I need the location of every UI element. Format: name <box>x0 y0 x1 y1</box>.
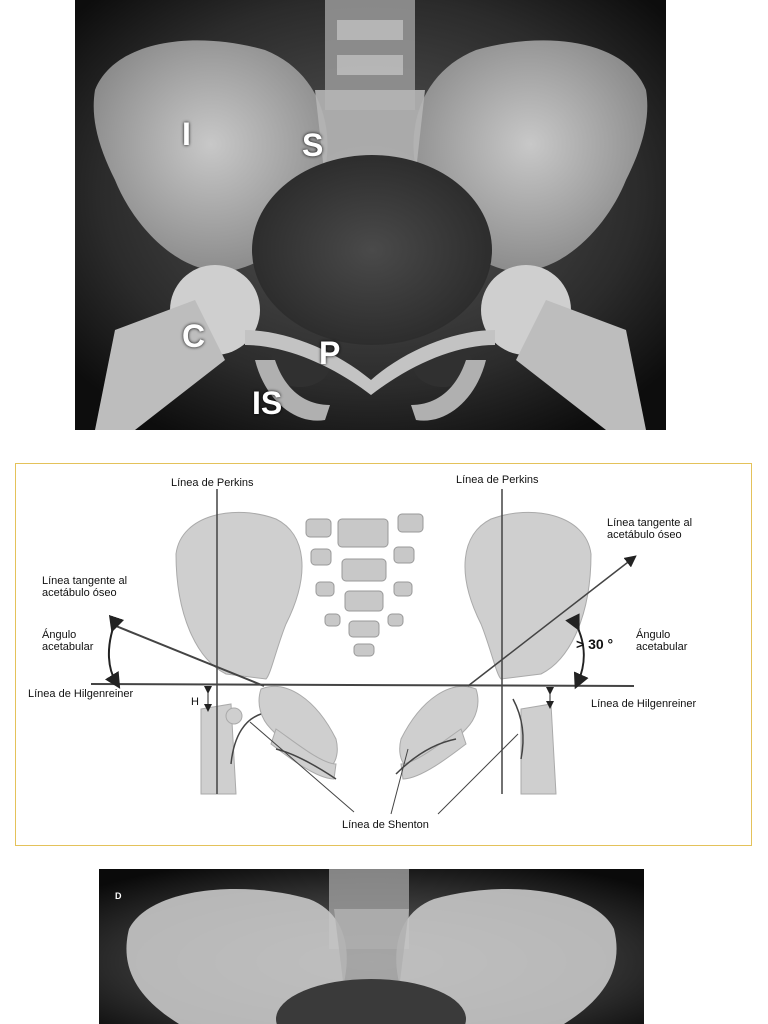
label-perkins-right: Línea de Perkins <box>456 474 539 486</box>
pelvis-xray-top <box>75 0 666 430</box>
right-ilium-shape <box>465 512 591 679</box>
label-tangent-right: Línea tangente al acetábulo óseo <box>607 517 693 541</box>
right-femur-shape <box>521 704 556 794</box>
shenton-pointer-2 <box>391 749 408 814</box>
pelvis-xray-image <box>75 0 666 430</box>
label-shenton: Línea de Shenton <box>342 819 429 831</box>
left-ilium-shape <box>176 512 302 679</box>
label-h: H <box>191 696 199 708</box>
pelvis-xray-bottom-image <box>99 869 644 1024</box>
label-ischium: IS <box>252 385 283 421</box>
label-tangent-left: Línea tangente al acetábulo óseo <box>42 575 128 599</box>
hilgenreiner-line <box>91 684 634 686</box>
sacrum-vertebrae <box>306 514 423 656</box>
angle-right-value: > 30 ° <box>576 636 614 652</box>
hip-dysplasia-diagram <box>15 463 752 846</box>
label-pubis: P <box>319 335 341 371</box>
label-angle-left: Ángulo acetabular <box>42 629 94 653</box>
angle-arc-left <box>109 625 116 682</box>
label-ilium: I <box>182 116 191 152</box>
label-hilgenreiner-right: Línea de Hilgenreiner <box>591 698 697 710</box>
pelvis-xray-bottom <box>99 869 644 1024</box>
corner-mark: D <box>115 891 122 901</box>
label-perkins-left: Línea de Perkins <box>171 477 254 489</box>
angle-arc-right <box>576 624 584 682</box>
label-hilgenreiner-left: Línea de Hilgenreiner <box>28 688 134 700</box>
label-femoral-head: C <box>182 318 206 354</box>
label-sacrum: S <box>302 127 324 163</box>
label-angle-right: Ángulo acetabular <box>636 629 688 653</box>
